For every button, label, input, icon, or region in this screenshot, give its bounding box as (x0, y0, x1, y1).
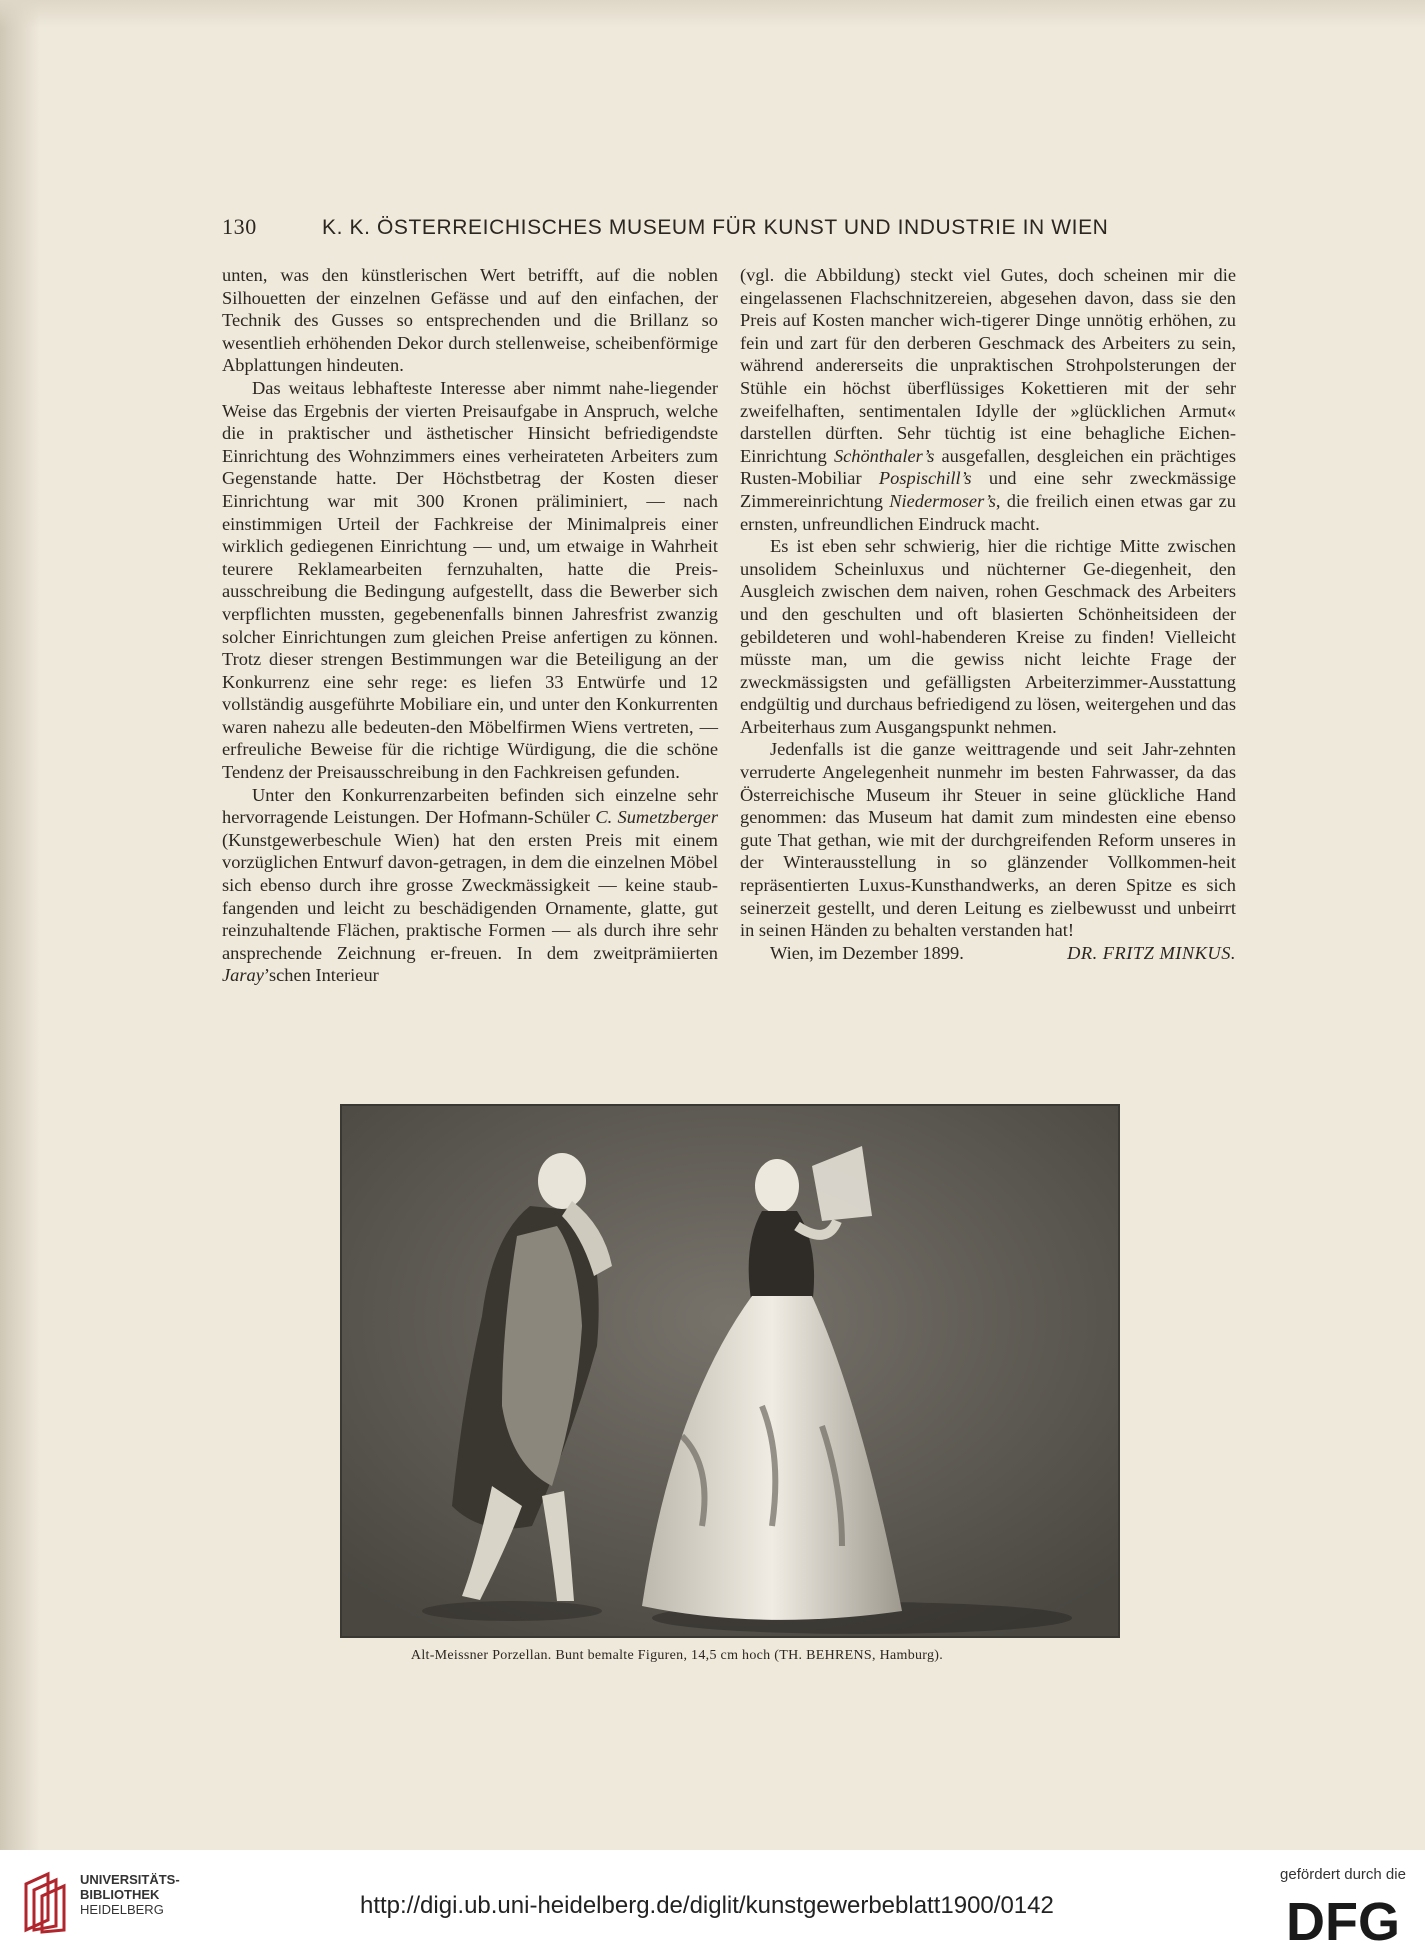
person-name: Niedermoser’s (889, 490, 996, 511)
porcelain-figures-photo (340, 1104, 1120, 1638)
permalink-url[interactable]: http://digi.ub.uni-heidelberg.de/diglit/kunstgewerbeblatt1900/0142 (360, 1892, 1054, 1919)
page-number: 130 (222, 214, 257, 239)
person-name: Pospischill’s (878, 468, 972, 489)
paragraph: Unter den Konkurrenzarbeiten befinden sich einzelne sehr hervorragende Leistungen. Der Hofmann-Schüler C. Sumetzberger (Kunstgewerbeschule Wien) hat den ersten Preis mit einem vorzüglichen Entwurf davon-getragen, in dem die einzelnen Möbel sich ebenso durch ihre grosse Zweckmässigkeit — keine staub-fangenden und leicht zu beschädigenden Ornamente, glatte, gut reinzuhaltende Flächen, praktische Formen — als durch ihre sehr ansprechende Zeichnung er-freuen. In dem zweitprämiierten Jaray’schen Interieur (222, 784, 718, 986)
left-column (222, 264, 718, 987)
paragraph: Es ist eben sehr schwierig, hier die richtige Mitte zwischen unsolidem Scheinluxus und nüchterner Ge-diegenheit, den Ausgleich zwischen dem naiven, rohen Geschmack des Arbeiters und den geschulten und oft blasierten Schönheitsideen der gebildeteren und wohl-habenderen Kreise zu finden! Vielleicht müsste man, um die gewiss nicht leichte Frage der zweckmässigsten und gefälligsten Arbeiterzimmer-Ausstattung endgültig und durchaus befriedigend zu lösen, weitergehen und das Arbeiterhaus zum Ausgangspunkt nehmen. (740, 536, 1236, 737)
library-name: UNIVERSITÄTS- BIBLIOTHEK HEIDELBERG (80, 1872, 180, 1917)
running-title: K. K. ÖSTERREICHISCHES MUSEUM FÜR KUNST UND INDUSTRIE IN WIEN (322, 216, 1109, 239)
floor-shadow (422, 1601, 602, 1621)
dfg-logo-icon (1268, 1890, 1418, 1946)
figure-caption: Alt-Meissner Porzellan. Bunt bemalte Figuren, 14,5 cm hoch (TH. BEHRENS, Hamburg). (410, 1648, 944, 1663)
right-column (740, 264, 1236, 964)
dateline: Wien, im Dezember 1899. (770, 942, 964, 963)
photo-illustration (342, 1106, 1118, 1636)
paragraph: (vgl. die Abbildung) steckt viel Gutes, doch scheinen mir die eingelassenen Flachschnitzereien, abgesehen davon, dass sie den Preis auf Kosten mancher wich-tigerer Dinge unnötig erhöhen, zu fein und zart für den derberen Geschmack des Arbeiters zu sein, während andererseits die unpraktischen Strohpolsterungen der Stühle ein höchst überflüssiges Kokettieren mit der sehr zweifelhaften, sentimentalen Idylle der »glücklichen Armut« darstellen dürften. Sehr tüchtig ist eine behagliche Eichen-Einrichtung Schönthaler’s ausgefallen, desgleichen ein prächtiges Rusten-Mobiliar Pospischill’s und eine sehr zweckmässige Zimmereinrichtung Niedermoser’s, die freilich einen etwas gar zu ernsten, unfreundlichen Eindruck macht. (740, 265, 1237, 534)
author-name: DR. FRITZ MINKUS. (1067, 942, 1236, 963)
funding-note: gefördert durch die (1280, 1866, 1406, 1883)
page-edge-shadow (0, 0, 40, 1850)
digitization-footer (0, 1850, 1425, 1957)
signature-line (740, 942, 1236, 965)
person-name: Jaray (222, 965, 264, 986)
person-name: C. Sumetzberger (595, 807, 718, 828)
paragraph: unten, was den künstlerischen Wert betrifft, auf die noblen Silhouetten der einzelnen Gefässe und auf den einfachen, der Technik des Gusses so entsprechenden und die Brillanz so wesentlieh erhöhenden Dekor durch stellenweise, scheibenförmige Abplattungen hindeuten. (222, 265, 718, 376)
running-head (222, 214, 1132, 244)
person-name: Schönthaler’s (833, 445, 935, 466)
paragraph: Jedenfalls ist die ganze weittragende und seit Jahr-zehnten verruderte Angelegenheit nunmehr im besten Fahrwasser, da das Österreichische Museum ihr Steuer in seine glückliche Hand genommen: das Museum hat damit zum mindesten eine ebenso gute That gethan, wie mit der durchgreifenden Reform unseres in der Winterausstellung in so glänzender Vollkommen-heit repräsentierten Luxus-Kunsthandwerks, an deren Spitze es sich seinerzeit gestellt, und deren Leitung es zielbewusst und unbeirrt in seinen Händen zu behalten verstanden hat! (740, 739, 1236, 941)
paragraph: Das weitaus lebhafteste Interesse aber nimmt nahe-liegender Weise das Ergebnis der vierten Preisaufgabe in Anspruch, welche die in praktischer und ästhetischer Hinsicht befriedigendste Einrichtung des Wohnzimmers eines verheirateten Arbeiters zum Gegenstande hatte. Der Höchstbetrag der Kosten dieser Einrichtung war mit 300 Kronen präliminiert, — nach einstimmigen Urteil der Fachkreise der Minimalpreis einer wirklich gediegenen Einrichtung — und, um etwaige in Wahrheit teurere Reklamearbeiten fernzuhalten, hatte die Preis-ausschreibung die Bedingung aufgestellt, dass die Bewerber sich verpflichten mussten, gegebenenfalls binnen Jahresfrist zwanzig solcher Einrichtungen zum gleichen Preise anfertigen zu können. Trotz dieser strengen Bestimmungen war die Beteiligung an der Konkurrenz eine sehr rege: es liefen 33 Entwürfe und 12 vollständig ausgeführte Mobiliare ein, und unter den Konkurrenten waren nahezu alle bedeuten-den Möbelfirmen Wiens vertreten, — erfreuliche Beweise für die richtige Würdigung, die die schöne Tendenz der Preisausschreibung in den Fachkreisen gefunden. (222, 377, 718, 783)
university-library-logo-icon (14, 1870, 78, 1934)
page-top-shadow (0, 0, 1425, 28)
dfg-logo-text: DFG (1286, 1892, 1400, 1946)
